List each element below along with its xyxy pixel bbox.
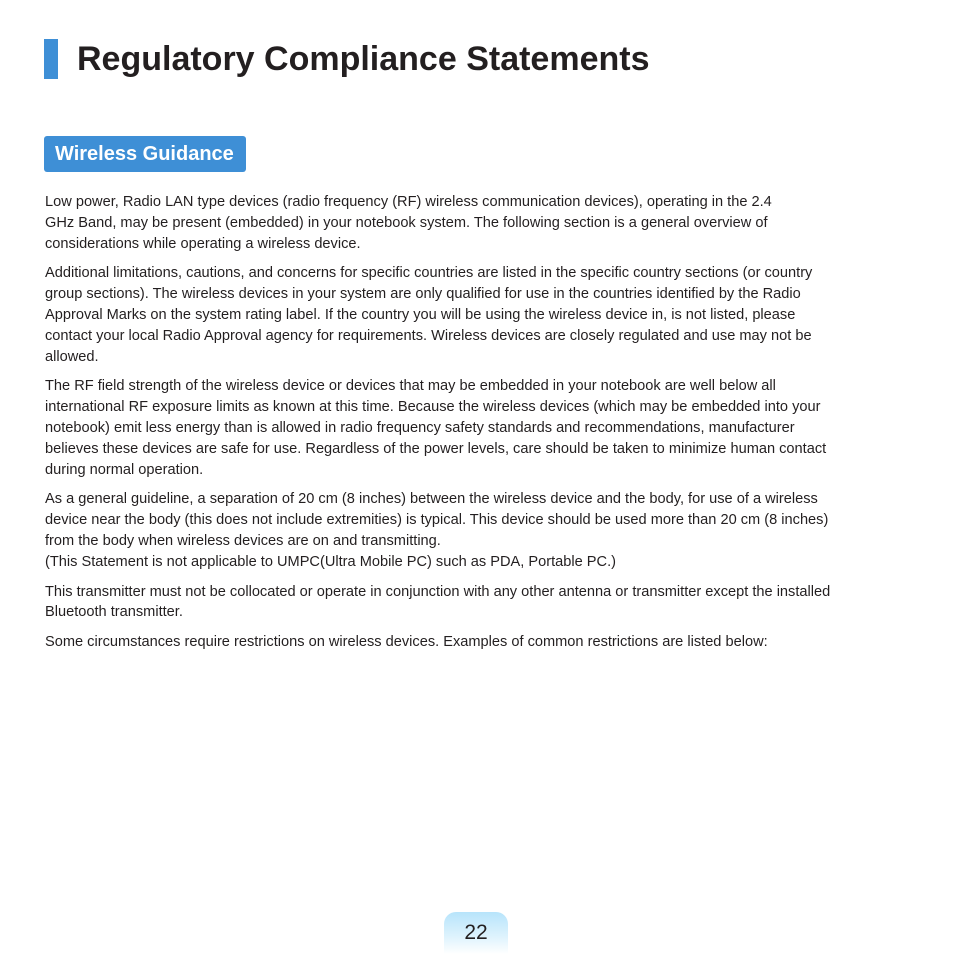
text-line: Bluetooth transmitter. (45, 604, 183, 621)
paragraph-2 (45, 263, 913, 367)
paragraph-4 (45, 489, 913, 572)
text-line: Approval Marks on the system rating label. If the country you will be using the wireless device in, is not listed, please (45, 306, 796, 323)
text-line: Additional limitations, cautions, and concerns for specific countries are listed in the specific country sections (or country (45, 265, 813, 282)
text-line: contact your local Radio Approval agency for requirements. Wireless devices are closely regulated and use may not be (45, 327, 812, 344)
paragraph-3 (45, 376, 913, 480)
text-line: believes these devices are safe for use. Regardless of the power levels, care should be taken to minimize human contact (45, 440, 827, 457)
text-line: The RF field strength of the wireless device or devices that may be embedded in your notebook are well below all (45, 378, 776, 395)
text-line: international RF exposure limits as known at this time. Because the wireless devices (which may be embedded into your (45, 399, 821, 416)
text-line: Some circumstances require restrictions on wireless devices. Examples of common restrictions are listed below: (45, 634, 768, 651)
text-line: (This Statement is not applicable to UMPC(Ultra Mobile PC) such as PDA, Portable PC.) (45, 553, 616, 570)
text-line: This transmitter must not be collocated or operate in conjunction with any other antenna or transmitter except the installed (45, 583, 831, 600)
text-line: considerations while operating a wireless device. (45, 235, 361, 252)
text-line: GHz Band, may be present (embedded) in your notebook system. The following section is a general overview of (45, 214, 768, 231)
text-line: As a general guideline, a separation of 20 cm (8 inches) between the wireless device and the body, for use of a wireless (45, 491, 818, 508)
text-line: during normal operation. (45, 461, 204, 478)
page-number-tab: 22 (444, 912, 508, 954)
text-line: from the body when wireless devices are on and transmitting. (45, 532, 441, 549)
page-title: Regulatory Compliance Statements (77, 40, 650, 78)
paragraph-5 (45, 582, 913, 624)
paragraph-6 (45, 632, 913, 653)
text-line: notebook) emit less energy than is allowed in radio frequency safety standards and recommendations, manufacturer (45, 419, 795, 436)
paragraph-1 (45, 192, 913, 254)
text-line: device near the body (this does not include extremities) is typical. This device should be used more than 20 cm (8 inches) (45, 512, 829, 529)
section-heading-badge: Wireless Guidance (44, 136, 246, 172)
text-line: group sections). The wireless devices in your system are only qualified for use in the countries identified by the Radio (45, 286, 801, 303)
text-line: Low power, Radio LAN type devices (radio frequency (RF) wireless communication devices), operating in the 2.4 (45, 194, 772, 210)
text-line: allowed. (45, 348, 99, 365)
body-content (45, 192, 913, 662)
title-accent-bar (44, 39, 58, 79)
